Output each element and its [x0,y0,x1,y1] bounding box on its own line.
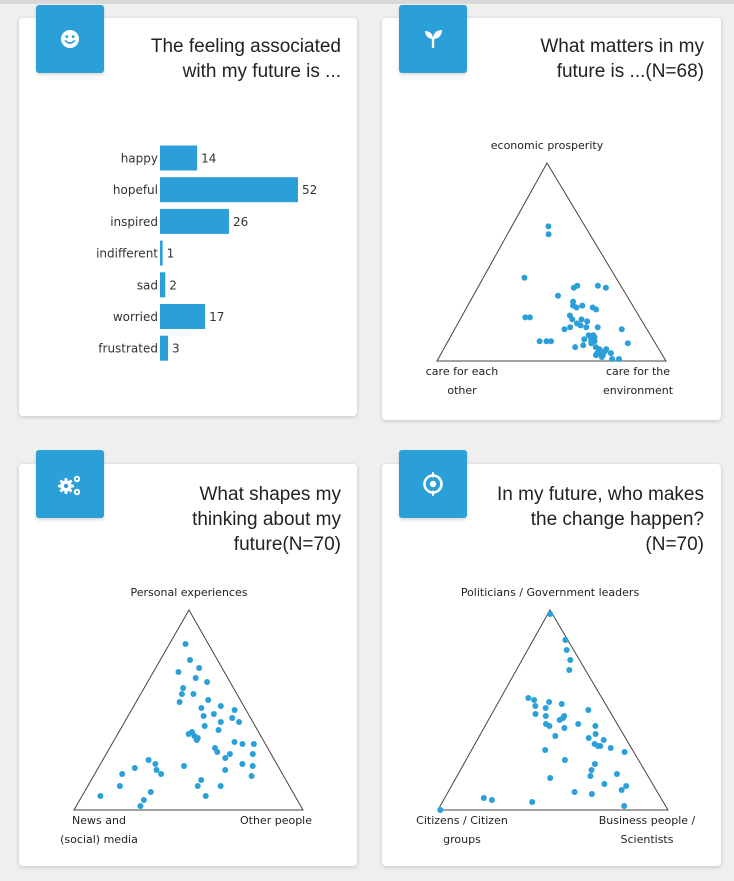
ternary-point [595,324,601,330]
ternary-point [137,803,143,809]
bar [160,241,163,266]
bar-category-label: worried [112,310,158,324]
ternary-triangle [438,610,668,810]
bar-category-label: indifferent [96,246,158,261]
ternary-point [584,318,590,324]
matters-title [470,34,704,84]
ternary-point [186,731,192,737]
feeling-title [120,34,341,84]
ternary-point [117,783,123,789]
ternary-point [218,719,224,725]
ternary-point [547,775,553,781]
ternary-point [250,751,256,757]
ternary-point [521,275,527,281]
ternary-point [595,283,601,289]
ternary-point [202,723,208,729]
change-badge [399,450,467,518]
title-line: future(N=70) [233,534,341,555]
ternary-point [222,755,228,761]
ternary-point [204,679,210,685]
ternary-point [229,715,235,721]
ternary-point [561,725,567,731]
shapes-title [120,482,341,557]
ternary-point [537,338,543,344]
feeling-badge [36,5,104,73]
ternary-point [621,803,627,809]
ternary-point [625,340,631,346]
ternary-point [546,699,552,705]
change-title [470,482,704,557]
title-line: In my future, who makes [497,484,704,505]
bar-value-label: 17 [209,310,225,324]
shapes-badge [36,450,104,518]
ternary-point [211,711,217,717]
target-icon [399,450,467,518]
ternary-point [531,697,537,703]
ternary-point [567,324,573,330]
bar-category-label: frustrated [98,341,158,356]
ternary-point [190,691,196,697]
ternary-point [249,773,255,779]
ternary-point [227,751,233,757]
ternary-point [205,697,211,703]
title-line: future is ...(N=68) [556,61,704,82]
ternary-point [619,326,625,332]
title-line: with my future is ... [182,61,341,82]
ternary-point [567,657,573,663]
ternary-point [579,303,585,309]
ternary-point [581,336,587,342]
ternary-point [569,316,575,322]
ternary-point [559,701,565,707]
ternary-point [158,771,164,777]
ternary-point [180,685,186,691]
ternary-point [119,771,125,777]
bar-category-label: hopeful [112,183,158,198]
bar-value-label: 52 [302,183,318,198]
ternary-point [141,797,147,803]
title-line: What shapes my [199,484,341,505]
ternary-point [232,739,238,745]
ternary-point [222,767,228,773]
ternary-point [592,723,598,729]
ternary-point [232,707,238,713]
change-ternary-plot [382,572,721,852]
ternary-point [562,326,568,332]
ternary-point [533,711,539,717]
ternary-point [548,338,554,344]
vertex-label-top: Personal experiences [130,586,248,599]
ternary-point [216,727,222,733]
ternary-point [152,761,158,767]
ternary-point [562,757,568,763]
ternary-triangle [437,163,666,361]
matters-ternary-plot [382,125,721,415]
bar [160,209,229,234]
ternary-point [595,743,601,749]
ternary-point [593,307,599,313]
ternary-point [593,352,599,358]
ternary-point [154,767,160,773]
vertex-label-right: environment [602,384,674,397]
vertex-label-right: Business people / [598,814,696,827]
ternary-point [201,713,207,719]
ternary-point [608,745,614,751]
shapes-ternary-plot [19,572,357,852]
ternary-point [552,733,558,739]
ternary-point [616,356,622,362]
ternary-point [574,305,580,311]
vertex-label-right: Other people [239,814,313,827]
ternary-point [543,713,549,719]
ternary-point [181,763,187,769]
vertex-label-top: economic prosperity [490,139,604,152]
ternary-point [183,641,189,647]
ternary-point [251,741,257,747]
ternary-point [587,773,593,779]
ternary-point [146,757,152,763]
vertex-label-left: groups [443,833,481,846]
ternary-point [614,771,620,777]
bar-value-label: 14 [201,151,217,166]
ternary-point [599,354,605,360]
title-line: the change happen? [530,509,704,530]
sprout-icon [399,5,467,73]
ternary-point [593,731,599,737]
ternary-point [547,611,553,617]
ternary-point [580,342,586,348]
ternary-point [572,789,578,795]
ternary-point [557,717,563,723]
bar [160,146,197,171]
ternary-point [592,761,598,767]
ternary-point [564,647,570,653]
vertex-label-top: Politicians / Government leaders [460,586,640,599]
ternary-triangle [74,610,303,810]
ternary-point [601,737,607,743]
ternary-point [583,324,589,330]
ternary-point [132,765,138,771]
vertex-label-left: News and [72,814,126,827]
ternary-point [97,793,103,799]
ternary-point [148,789,154,795]
bar [160,336,168,361]
ternary-point [546,231,552,237]
title-line: (N=70) [645,534,704,555]
ternary-point [532,703,538,709]
ternary-point [179,691,185,697]
ternary-point [177,699,183,705]
bar [160,177,298,202]
ternary-point [437,807,443,813]
ternary-point [589,767,595,773]
title-line: What matters in my [540,36,704,57]
bar-value-label: 2 [169,278,177,293]
ternary-point [585,707,591,713]
vertex-label-right: care for the [605,365,671,378]
ternary-point [527,314,533,320]
ternary-point [589,791,595,797]
bar-value-label: 1 [166,246,175,261]
bar-value-label: 26 [233,214,249,229]
ternary-point [240,741,246,747]
ternary-point [588,340,594,346]
ternary-point [579,316,585,322]
ternary-point [195,783,201,789]
feeling-bar-chart [19,138,357,378]
ternary-point [566,667,572,673]
ternary-point [489,797,495,803]
ternary-point [250,763,256,769]
matters-badge [399,5,467,73]
ternary-point [578,322,584,328]
ternary-point [623,783,629,789]
ternary-point [193,675,199,681]
ternary-point [214,749,220,755]
ternary-point [562,637,568,643]
ternary-point [198,777,204,783]
bar-category-label: sad [136,278,158,293]
ternary-point [194,737,200,743]
ternary-point [196,665,202,671]
bar-category-label: inspired [110,214,158,229]
bar [160,304,205,329]
bar-category-label: happy [120,151,158,166]
ternary-point [203,793,209,799]
ternary-point [546,723,552,729]
ternary-point [543,705,549,711]
vertex-label-left: care for each [425,365,499,378]
ternary-point [542,747,548,753]
vertex-label-left: (social) media [60,833,138,846]
ternary-point [619,787,625,793]
ternary-point [525,695,531,701]
ternary-point [187,657,193,663]
ternary-point [481,795,487,801]
ternary-point [218,703,224,709]
ternary-point [608,350,614,356]
ternary-point [555,293,561,299]
bar [160,272,165,297]
gears-icon [36,450,104,518]
ternary-point [198,705,204,711]
ternary-point [572,344,578,350]
ternary-point [575,721,581,727]
vertex-label-left: Citizens / Citizen [416,814,508,827]
ternary-point [239,761,245,767]
title-line: The feeling associated [150,36,341,57]
ternary-point [603,285,609,291]
ternary-point [176,669,182,675]
ternary-point [586,735,592,741]
top-divider [0,0,734,4]
ternary-point [529,799,535,805]
ternary-point [601,781,607,787]
ternary-point [545,223,551,229]
vertex-label-right: Scientists [620,833,674,846]
ternary-point [236,719,242,725]
smiley-icon [36,5,104,73]
ternary-point [622,749,628,755]
title-line: thinking about my [192,509,341,530]
bar-value-label: 3 [171,341,180,356]
ternary-point [218,783,224,789]
ternary-point [574,283,580,289]
vertex-label-left: other [447,384,477,397]
ternary-point [609,356,615,362]
